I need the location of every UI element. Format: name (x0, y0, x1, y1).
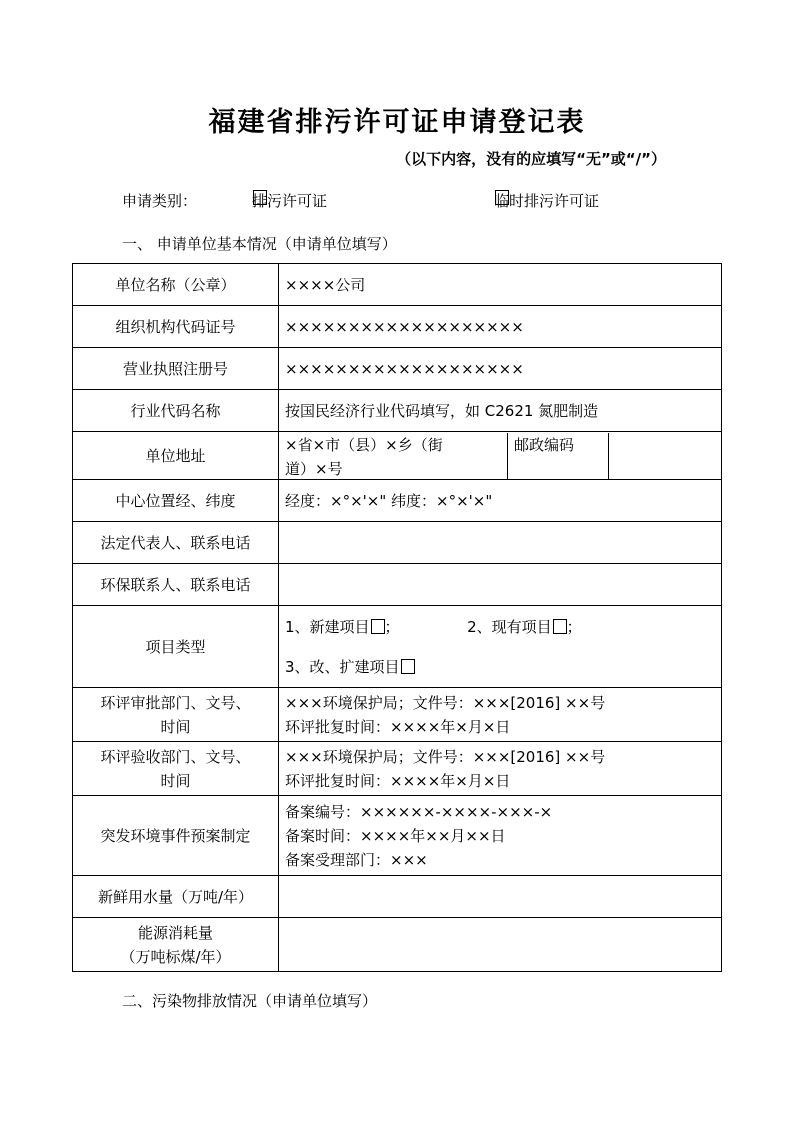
unit-name-label: 单位名称（公章） (73, 264, 279, 306)
fresh-water-label: 新鲜用水量（万吨/年） (73, 876, 279, 918)
address-label: 单位地址 (73, 432, 279, 480)
table-row (73, 390, 722, 432)
document-title: 福建省排污许可证申请登记表 (208, 107, 586, 138)
section2-title: 二、污染物排放情况（申请单位填写） (122, 992, 378, 1010)
table-row (73, 348, 722, 390)
env-contact-value[interactable] (279, 564, 722, 606)
section1-title: 一、 申请单位基本情况（申请单位填写） (122, 235, 397, 253)
table-row (73, 480, 722, 522)
emergency-plan-label: 突发环境事件预案制定 (73, 796, 279, 876)
license-no-value[interactable]: ××××××××××××××××××× (279, 348, 722, 390)
location-label: 中心位置经、纬度 (73, 480, 279, 522)
permit-checkbox[interactable] (253, 190, 267, 205)
project-existing-option[interactable]: 2、现有项目 ； (467, 617, 582, 636)
table-row (73, 522, 722, 564)
env-contact-label: 环保联系人、联系电话 (73, 564, 279, 606)
emergency-plan-value[interactable]: 备案编号：××××××-××××-×××-× 备案时间：××××年××月××日 备案受理部门：××× (279, 796, 722, 876)
table-row (73, 742, 722, 796)
org-code-value[interactable]: ××××××××××××××××××× (279, 306, 722, 348)
table-row (73, 564, 722, 606)
postcode-value[interactable] (609, 433, 721, 479)
table-row (73, 264, 722, 306)
unit-name-value[interactable]: ××××公司 (279, 264, 722, 306)
application-type-row: 申请类别： 排污许可证 临时排污许可证 (122, 192, 600, 210)
legal-rep-label: 法定代表人、联系电话 (73, 522, 279, 564)
eia-acceptance-label: 环评验收部门、文号、 时间 (73, 742, 279, 796)
table-row (73, 796, 722, 876)
project-expansion-option[interactable]: 3、改、扩建项目 (285, 658, 415, 676)
fresh-water-value[interactable] (279, 876, 722, 918)
industry-label: 行业代码名称 (73, 390, 279, 432)
postcode-label: 邮政编码 (508, 433, 609, 479)
table-row (73, 688, 722, 742)
legal-rep-value[interactable] (279, 522, 722, 564)
temporary-permit-checkbox[interactable] (495, 190, 509, 205)
table-row (73, 876, 722, 918)
project-new-checkbox[interactable] (371, 619, 385, 634)
table-row (73, 918, 722, 972)
address-value[interactable]: ×省×市（县）×乡（街 道）×号 (279, 433, 508, 479)
table-row (73, 606, 722, 688)
table-row (73, 306, 722, 348)
project-expansion-checkbox[interactable] (401, 659, 415, 674)
project-type-value (279, 606, 722, 688)
eia-approval-value[interactable]: ×××环境保护局；文件号：×××[2016] ××号 环评批复时间：××××年×月×日 (279, 688, 722, 742)
org-code-label: 组织机构代码证号 (73, 306, 279, 348)
energy-label: 能源消耗量 （万吨标煤/年） (73, 918, 279, 972)
location-value[interactable]: 经度：×°×'×" 纬度：×°×'×" (279, 480, 722, 522)
basic-info-table (72, 263, 722, 972)
fill-note: （以下内容，没有的应填写“无”或“/”） (396, 150, 666, 168)
table-row (73, 432, 722, 480)
eia-acceptance-value[interactable]: ×××环境保护局；文件号：×××[2016] ××号 环评批复时间：××××年×月×日 (279, 742, 722, 796)
industry-value[interactable]: 按国民经济行业代码填写，如 C2621 氮肥制造 (279, 390, 722, 432)
eia-approval-label: 环评审批部门、文号、 时间 (73, 688, 279, 742)
license-no-label: 营业执照注册号 (73, 348, 279, 390)
project-existing-checkbox[interactable] (553, 619, 567, 634)
project-new-option[interactable]: 1、新建项目 ； (285, 617, 400, 636)
application-type-label: 申请类别： (122, 192, 198, 210)
energy-value[interactable] (279, 918, 722, 972)
project-type-label: 项目类型 (73, 606, 279, 688)
